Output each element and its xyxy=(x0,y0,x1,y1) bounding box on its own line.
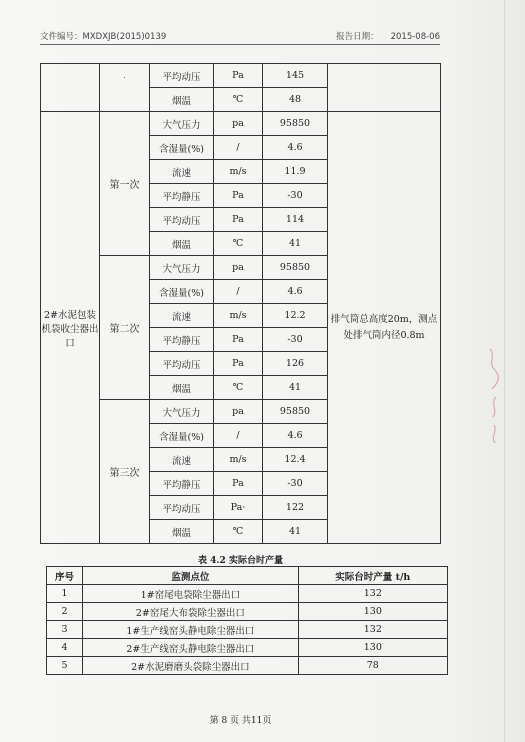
col-header-location: 监测点位 xyxy=(83,567,299,585)
value-cell: 12.2 xyxy=(263,304,328,328)
item-cell: 平均动压 xyxy=(150,64,214,88)
value-cell: 12.4 xyxy=(263,448,328,472)
item-cell: 流速 xyxy=(150,160,214,184)
location-cell: 2#水泥包装机袋收尘器出口 xyxy=(41,112,100,544)
production-table xyxy=(46,566,448,675)
table-row xyxy=(47,657,448,675)
item-cell: 烟温 xyxy=(150,376,214,400)
unit-cell: / xyxy=(214,424,263,448)
unit-cell: Pa xyxy=(214,472,263,496)
table-row xyxy=(47,603,448,621)
table-row xyxy=(47,639,448,657)
value-cell: 145 xyxy=(263,64,328,88)
unit-cell: pa xyxy=(214,112,263,136)
remark-cell-continued xyxy=(328,64,441,112)
doc-number-label: 文件编号： xyxy=(40,32,83,42)
unit-cell: / xyxy=(214,136,263,160)
handwritten-mark xyxy=(484,345,506,445)
item-cell: 流速 xyxy=(150,448,214,472)
emission-data-table xyxy=(40,63,441,544)
unit-cell: m/s xyxy=(214,160,263,184)
location-cell: 2#水泥磨磨头袋除尘器出口 xyxy=(83,657,299,675)
index-cell: 1 xyxy=(47,585,83,603)
round-cell-continued xyxy=(100,64,150,112)
unit-cell: / xyxy=(214,280,263,304)
unit-cell: Pa xyxy=(214,328,263,352)
col-header-index: 序号 xyxy=(47,567,83,585)
item-cell: 平均动压 xyxy=(150,208,214,232)
location-cell: 1#生产线窑头静电除尘器出口 xyxy=(83,621,299,639)
unit-cell: Pa· xyxy=(214,496,263,520)
value-cell: 41 xyxy=(263,520,328,544)
item-cell: 平均动压 xyxy=(150,352,214,376)
value-cell: 122 xyxy=(263,496,328,520)
unit-cell: Pa xyxy=(214,208,263,232)
table-header-row xyxy=(47,567,448,585)
location-cell: 2#生产线窑头静电除尘器出口 xyxy=(83,639,299,657)
item-cell: 含湿量(%) xyxy=(150,424,214,448)
unit-cell: pa xyxy=(214,400,263,424)
value-cell: -30 xyxy=(263,472,328,496)
table-row xyxy=(47,621,448,639)
table-row xyxy=(47,585,448,603)
value-cell: 41 xyxy=(263,232,328,256)
value-cell: 11.9 xyxy=(263,160,328,184)
table-row xyxy=(41,112,441,136)
unit-cell: ℃ xyxy=(214,376,263,400)
index-cell: 3 xyxy=(47,621,83,639)
round-cell: 第三次 xyxy=(100,400,150,544)
item-cell: 平均动压 xyxy=(150,496,214,520)
unit-cell: Pa xyxy=(214,184,263,208)
output-cell: 132 xyxy=(298,621,447,639)
value-cell: 41 xyxy=(263,376,328,400)
table-row xyxy=(41,64,441,88)
value-cell: -30 xyxy=(263,184,328,208)
table-caption: 表 4.2 实际台时产量 xyxy=(198,556,283,566)
output-cell: 130 xyxy=(298,639,447,657)
value-cell: 4.6 xyxy=(263,424,328,448)
output-cell: 130 xyxy=(298,603,447,621)
value-cell: 4.6 xyxy=(263,136,328,160)
value-cell: 48 xyxy=(263,88,328,112)
value-cell: 95850 xyxy=(263,256,328,280)
item-cell: 大气压力 xyxy=(150,112,214,136)
unit-cell: Pa xyxy=(214,64,263,88)
value-cell: 126 xyxy=(263,352,328,376)
round-cell: 第二次 xyxy=(100,256,150,400)
item-cell: 烟温 xyxy=(150,88,214,112)
value-cell: 95850 xyxy=(263,400,328,424)
unit-cell: ℃ xyxy=(214,88,263,112)
report-date-value: 2015-08-06 xyxy=(390,32,440,42)
item-cell: 含湿量(%) xyxy=(150,280,214,304)
item-cell: 平均静压 xyxy=(150,184,214,208)
item-cell: 烟温 xyxy=(150,520,214,544)
item-cell: 大气压力 xyxy=(150,256,214,280)
item-cell: 大气压力 xyxy=(150,400,214,424)
tick-mark: ˙ xyxy=(122,77,127,87)
doc-number-value: MXDXJB(2015)0139 xyxy=(82,32,167,42)
round-cell: 第一次 xyxy=(100,112,150,256)
doc-number xyxy=(40,30,166,42)
value-cell: 114 xyxy=(263,208,328,232)
unit-cell: ℃ xyxy=(214,232,263,256)
location-cell-continued xyxy=(41,64,100,112)
item-cell: 流速 xyxy=(150,304,214,328)
index-cell: 5 xyxy=(47,657,83,675)
col-header-output: 实际台时产量 t/h xyxy=(298,567,447,585)
location-cell: 1#窑尾电袋除尘器出口 xyxy=(83,585,299,603)
report-date xyxy=(324,30,440,42)
unit-cell: pa xyxy=(214,256,263,280)
location-cell: 2#窑尾大布袋除尘器出口 xyxy=(83,603,299,621)
item-cell: 含湿量(%) xyxy=(150,136,214,160)
header-rule xyxy=(40,44,440,45)
item-cell: 平均静压 xyxy=(150,472,214,496)
output-cell: 78 xyxy=(298,657,447,675)
unit-cell: m/s xyxy=(214,304,263,328)
value-cell: 4.6 xyxy=(263,280,328,304)
item-cell: 平均静压 xyxy=(150,328,214,352)
report-date-label: 报告日期： xyxy=(336,32,379,42)
value-cell: 95850 xyxy=(263,112,328,136)
index-cell: 4 xyxy=(47,639,83,657)
unit-cell: m/s xyxy=(214,448,263,472)
index-cell: 2 xyxy=(47,603,83,621)
remark-cell: 排气筒总高度20m，测点处排气筒内径0.8m xyxy=(328,112,441,544)
output-cell: 132 xyxy=(298,585,447,603)
unit-cell: ℃ xyxy=(214,520,263,544)
value-cell: -30 xyxy=(263,328,328,352)
unit-cell: Pa xyxy=(214,352,263,376)
page-header xyxy=(40,28,440,42)
item-cell: 烟温 xyxy=(150,232,214,256)
page-footer: 第 8 页 共11页 xyxy=(209,716,272,726)
